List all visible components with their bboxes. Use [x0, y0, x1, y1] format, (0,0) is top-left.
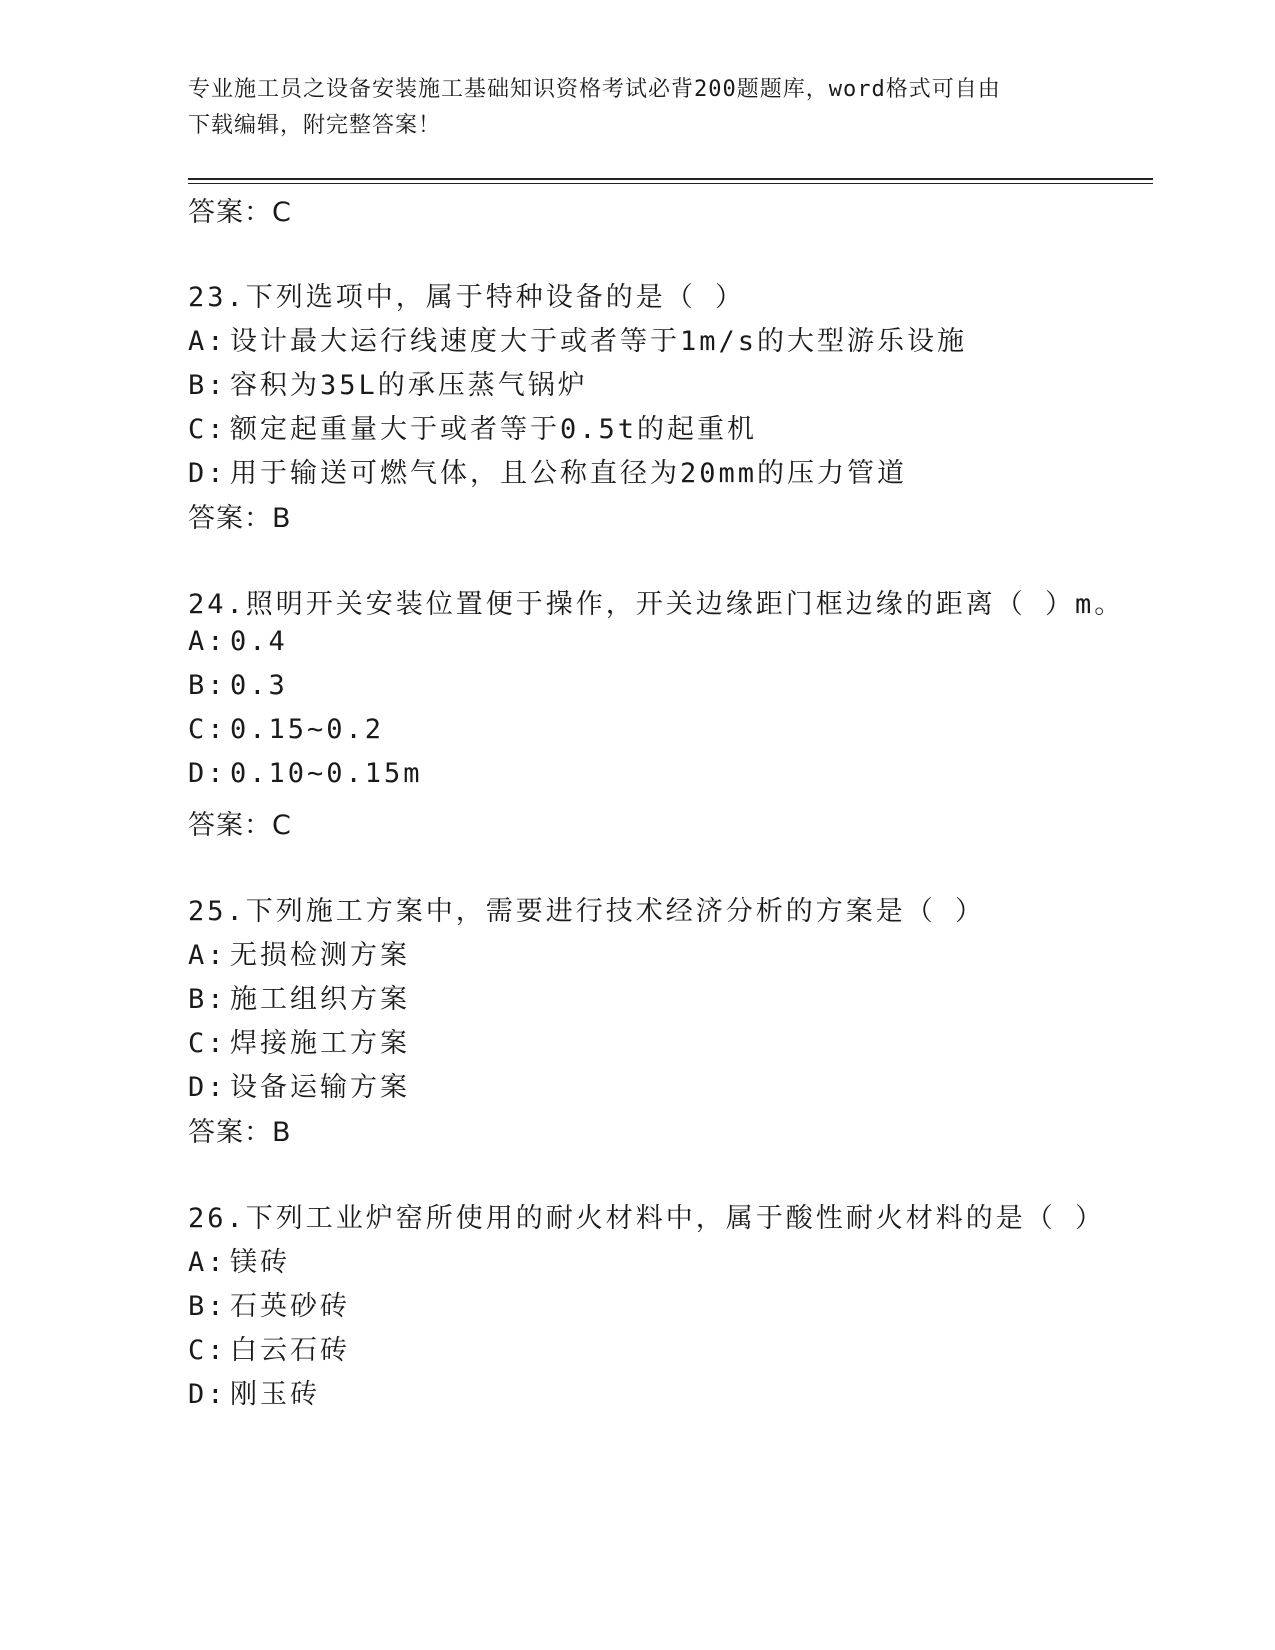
- option-text: 用于输送可燃气体，且公称直径为20mm的压力管道: [230, 458, 908, 489]
- document-header: [188, 72, 1068, 144]
- question-23-option-b: [188, 363, 588, 402]
- option-text: 镁砖: [230, 1247, 290, 1278]
- option-text: 石英砂砖: [230, 1291, 350, 1322]
- option-letter: D:: [188, 1072, 227, 1103]
- question-25-option-c: [188, 1021, 410, 1060]
- question-24-answer: 答案：C: [188, 810, 292, 841]
- option-text: 0.10~0.15m: [230, 758, 423, 789]
- option-letter: C:: [188, 1335, 227, 1366]
- question-23-answer: 答案：B: [188, 503, 292, 534]
- option-text: 设备运输方案: [230, 1072, 410, 1103]
- option-letter: B:: [188, 984, 227, 1015]
- question-25-option-b: [188, 977, 410, 1016]
- question-24-stem: 24.照明开关安装位置便于操作，开关边缘距门框边缘的距离（ ）m。: [188, 589, 1125, 620]
- question-26-option-b: [188, 1284, 350, 1323]
- header-line-1: 专业施工员之设备安装施工基础知识资格考试必背200题题库，word格式可自由: [188, 77, 1001, 102]
- question-23-option-c: [188, 407, 757, 446]
- option-letter: B:: [188, 1291, 227, 1322]
- question-25-option-a: [188, 933, 410, 972]
- option-letter: A:: [188, 326, 227, 357]
- question-26-option-d: [188, 1372, 320, 1411]
- question-26-stem: 26.下列工业炉窑所使用的耐火材料中，属于酸性耐火材料的是（ ）: [188, 1203, 1106, 1234]
- header-line-2: 下载编辑，附完整答案！: [188, 113, 442, 138]
- option-text: 容积为35L的承压蒸气锅炉: [230, 370, 588, 401]
- option-letter: A:: [188, 940, 227, 971]
- option-text: 无损检测方案: [230, 940, 410, 971]
- option-text: 焊接施工方案: [230, 1028, 410, 1059]
- option-text: 白云石砖: [230, 1335, 350, 1366]
- option-text: 0.15~0.2: [230, 714, 385, 745]
- option-text: 施工组织方案: [230, 984, 410, 1015]
- option-letter: C:: [188, 414, 227, 445]
- question-25-option-d: [188, 1065, 410, 1104]
- option-letter: D:: [188, 1379, 227, 1410]
- option-letter: C:: [188, 1028, 227, 1059]
- question-24-option-c: [188, 714, 384, 745]
- option-text: 设计最大运行线速度大于或者等于1m/s的大型游乐设施: [230, 326, 968, 357]
- question-25-answer: 答案：B: [188, 1117, 292, 1148]
- option-text: 0.3: [230, 670, 288, 701]
- option-letter: A:: [188, 626, 227, 657]
- header-divider-thin: [188, 183, 1153, 184]
- question-26-option-a: [188, 1240, 290, 1279]
- question-25-stem: 25.下列施工方案中，需要进行技术经济分析的方案是（ ）: [188, 896, 986, 927]
- question-23-option-a: [188, 319, 967, 358]
- option-text: 0.4: [230, 626, 288, 657]
- question-23-stem: 23.下列选项中，属于特种设备的是（ ）: [188, 282, 746, 313]
- option-letter: D:: [188, 458, 227, 489]
- header-divider-thick: [188, 178, 1153, 180]
- question-24-option-d: [188, 758, 423, 789]
- question-26-option-c: [188, 1328, 350, 1367]
- option-letter: B:: [188, 370, 227, 401]
- question-24-option-a: [188, 626, 288, 657]
- question-23-option-d: [188, 451, 907, 490]
- option-letter: B:: [188, 670, 227, 701]
- option-letter: D:: [188, 758, 227, 789]
- option-letter: A:: [188, 1247, 227, 1278]
- option-letter: C:: [188, 714, 227, 745]
- option-text: 额定起重量大于或者等于0.5t的起重机: [230, 414, 758, 445]
- option-text: 刚玉砖: [230, 1379, 320, 1410]
- previous-answer: 答案：C: [188, 197, 292, 228]
- question-24-option-b: [188, 670, 288, 701]
